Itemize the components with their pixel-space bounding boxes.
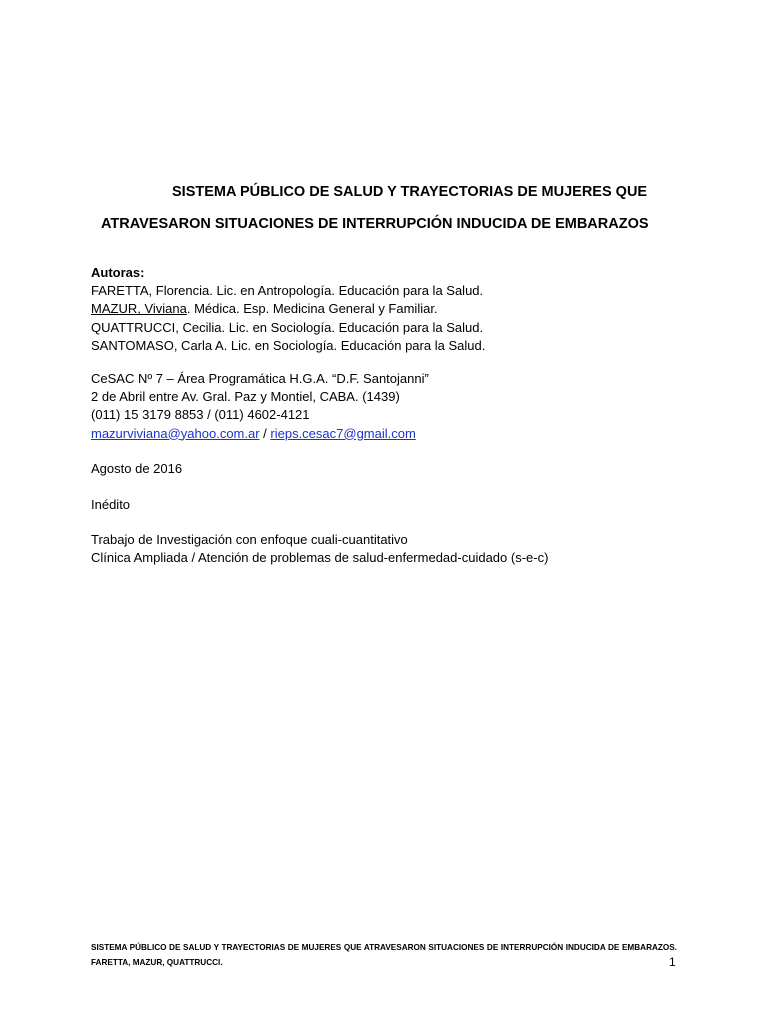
affiliation-address: 2 de Abril entre Av. Gral. Paz y Montiel, CABA. (1439)	[91, 389, 400, 405]
affiliation-emails	[91, 425, 429, 443]
work-description	[91, 531, 548, 567]
author-details: . Lic. en Sociología. Educación para la Salud.	[221, 319, 484, 335]
publication-status: Inédito	[91, 497, 131, 512]
author-details: . Médica. Esp. Medicina General y Familiar.	[186, 301, 438, 317]
author-line	[91, 319, 485, 337]
authors-heading: Autoras:	[91, 265, 145, 280]
author-name: FARETTA, Florencia	[91, 283, 210, 299]
affiliation-section	[91, 370, 429, 443]
document-title-line-1: SISTEMA PÚBLICO DE SALUD Y TRAYECTORIAS DE MUJERES QUE	[172, 184, 648, 200]
email-separator: /	[259, 425, 271, 441]
email-link-secondary[interactable]: rieps.cesac7@gmail.com	[270, 425, 416, 441]
author-line	[91, 300, 485, 318]
authors-section	[91, 264, 485, 355]
work-area: Clínica Ampliada / Atención de problemas de salud-enfermedad-cuidado (s-e-c)	[91, 550, 549, 566]
footer-running-title: SISTEMA PÚBLICO DE SALUD Y TRAYECTORIAS DE MUJERES QUE ATRAVESARON SITUACIONES DE INTERRUPCIÓN INDUCIDA DE EMBARAZOS. FARETTA, MAZUR, QUATTRUCCI.	[91, 943, 677, 967]
work-type: Trabajo de Investigación con enfoque cuali-cuantitativo	[91, 532, 408, 547]
author-details: . Lic. en Sociología. Educación para la Salud.	[223, 337, 486, 353]
author-details: . Lic. en Antropología. Educación para la Salud.	[209, 283, 484, 299]
author-name: QUATTRUCCI, Cecilia	[91, 319, 222, 335]
author-line	[91, 282, 485, 300]
author-name: SANTOMASO, Carla A	[91, 337, 224, 353]
affiliation-center: CeSAC Nº 7 – Área Programática H.G.A. “D.F. Santojanni”	[91, 371, 429, 386]
document-title-line-2: ATRAVESARON SITUACIONES DE INTERRUPCIÓN INDUCIDA DE EMBARAZOS	[101, 216, 649, 232]
document-date: Agosto de 2016	[91, 461, 183, 476]
author-line	[91, 337, 485, 355]
affiliation-phones: (011) 15 3179 8853 / (011) 4602-4121	[91, 407, 310, 423]
author-name: MAZUR, Viviana	[91, 301, 187, 317]
email-link-primary[interactable]: mazurviviana@yahoo.com.ar	[91, 425, 260, 441]
page-number: 1	[669, 955, 676, 969]
